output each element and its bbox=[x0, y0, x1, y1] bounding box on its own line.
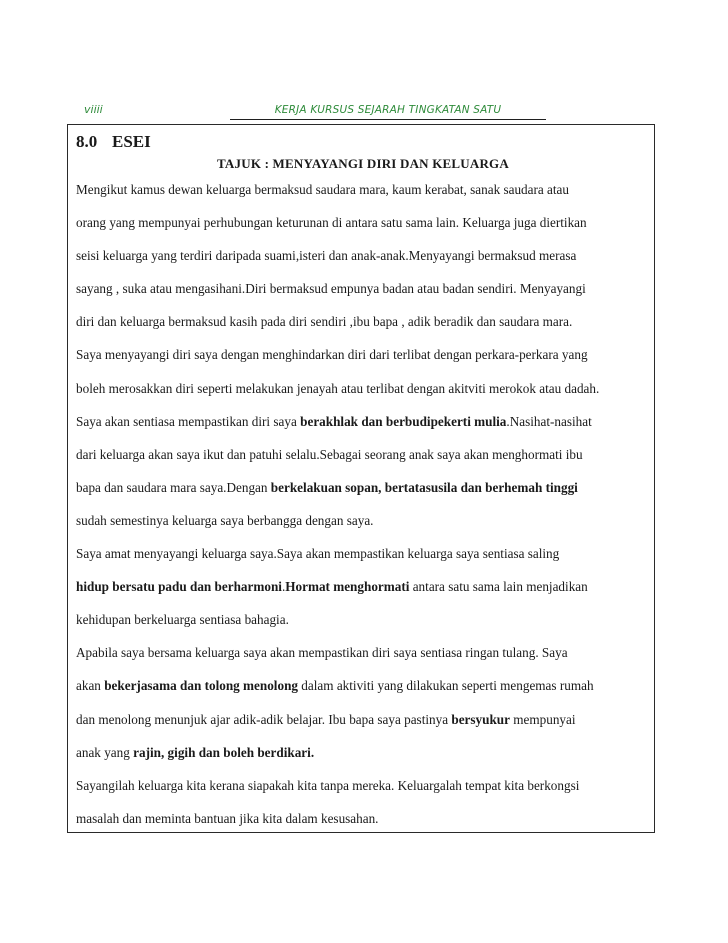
bold-phrase: hidup bersatu padu dan berharmoni bbox=[76, 579, 282, 595]
essay-line bbox=[76, 173, 654, 206]
essay-line bbox=[76, 537, 654, 570]
essay-line bbox=[76, 206, 654, 239]
text-run: Saya menyayangi diri saya dengan menghindarkan diri dari terlibat dengan perkara-perkara yang bbox=[76, 347, 588, 363]
essay-line bbox=[76, 636, 654, 669]
essay-line bbox=[76, 504, 654, 537]
bold-phrase: berkelakuan sopan, bertatasusila dan berhemah tinggi bbox=[270, 479, 578, 495]
section-heading bbox=[76, 132, 151, 152]
essay-body bbox=[76, 173, 654, 835]
text-run: sayang , suka atau mengasihani.Diri bermaksud empunya badan atau badan sendiri. Menyayangi bbox=[76, 281, 586, 297]
text-run: orang yang mempunyai perhubungan keturunan di antara satu sama lain. Keluarga juga diertikan bbox=[76, 215, 587, 231]
essay-line bbox=[76, 570, 654, 603]
bold-phrase: bekerjasama dan tolong menolong bbox=[104, 678, 298, 694]
essay-line bbox=[76, 305, 654, 338]
bold-phrase: berakhlak dan berbudipekerti mulia bbox=[300, 413, 507, 429]
text-run: dan menolong menunjuk ajar adik-adik belajar. Ibu bapa saya pastinya bbox=[76, 711, 452, 727]
text-run: Apabila saya bersama keluarga saya akan mempastikan diri saya sentiasa ringan tulang. Saya bbox=[76, 645, 568, 661]
page-number: viiii bbox=[84, 103, 103, 116]
section-label: ESEI bbox=[112, 132, 151, 151]
essay-line bbox=[76, 603, 654, 636]
text-run: masalah dan meminta bantuan jika kita dalam kesusahan. bbox=[76, 810, 379, 826]
course-title-header: KERJA KURSUS SEJARAH TINGKATAN SATU bbox=[230, 104, 546, 120]
text-run: Saya akan sentiasa mempastikan diri saya bbox=[76, 413, 301, 429]
bold-phrase: rajin, gigih dan boleh berdikari. bbox=[133, 744, 315, 760]
essay-line bbox=[76, 802, 654, 835]
bold-phrase: bersyukur bbox=[451, 711, 510, 727]
text-run: dari keluarga akan saya ikut dan patuhi selalu.Sebagai seorang anak saya akan menghormati ibu bbox=[76, 446, 583, 462]
essay-line bbox=[76, 736, 654, 769]
text-run: bapa dan saudara mara saya.Dengan bbox=[76, 479, 271, 495]
essay-title: TAJUK : MENYAYANGI DIRI DAN KELUARGA bbox=[217, 156, 509, 171]
essay-line bbox=[76, 272, 654, 305]
text-run: anak yang bbox=[76, 744, 134, 760]
section-number: 8.0 bbox=[76, 132, 98, 151]
text-run: akan bbox=[76, 678, 105, 694]
essay-line bbox=[76, 239, 654, 272]
essay-line bbox=[76, 338, 654, 371]
essay-line bbox=[76, 405, 654, 438]
essay-line bbox=[76, 703, 654, 736]
essay-line bbox=[76, 438, 654, 471]
essay-box bbox=[67, 124, 655, 833]
text-run: kehidupan berkeluarga sentiasa bahagia. bbox=[76, 612, 289, 628]
text-run: Mengikut kamus dewan keluarga bermaksud saudara mara, kaum kerabat, sanak saudara atau bbox=[76, 182, 569, 197]
bold-phrase: Hormat menghormati bbox=[285, 579, 410, 595]
text-run: boleh merosakkan diri seperti melakukan jenayah atau terlibat dengan akitviti merokok atau dadah. bbox=[76, 380, 600, 396]
text-run: mempunyai bbox=[509, 711, 576, 727]
essay-line bbox=[76, 669, 654, 702]
text-run: Sayangilah keluarga kita kerana siapakah kita tanpa mereka. Keluargalah tempat kita berkongsi bbox=[76, 777, 580, 793]
essay-line bbox=[76, 372, 654, 405]
text-run: .Nasihat-nasihat bbox=[506, 413, 592, 429]
essay-line bbox=[76, 471, 654, 504]
text-run: diri dan keluarga bermaksud kasih pada diri sendiri ,ibu bapa , adik beradik dan saudara mara. bbox=[76, 314, 573, 330]
essay-line bbox=[76, 769, 654, 802]
text-run: antara satu sama lain menjadikan bbox=[409, 579, 588, 595]
text-run: . bbox=[281, 579, 286, 595]
text-run: dalam aktiviti yang dilakukan seperti mengemas rumah bbox=[298, 678, 594, 694]
text-run: seisi keluarga yang terdiri daripada suami,isteri dan anak-anak.Menyayangi bermaksud merasa bbox=[76, 248, 577, 264]
text-run: Saya amat menyayangi keluarga saya.Saya akan mempastikan keluarga saya sentiasa saling bbox=[76, 546, 560, 562]
text-run: sudah semestinya keluarga saya berbangga dengan saya. bbox=[76, 512, 374, 528]
